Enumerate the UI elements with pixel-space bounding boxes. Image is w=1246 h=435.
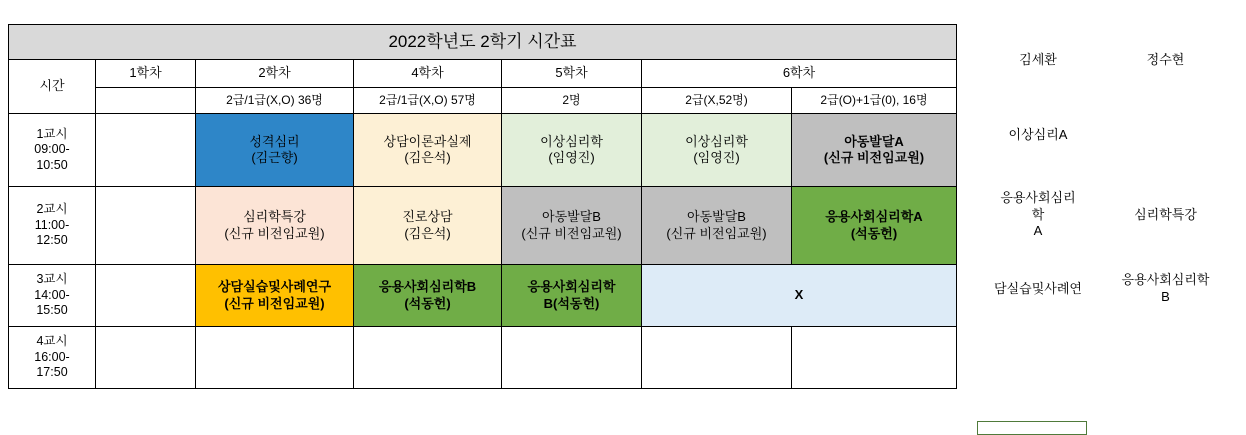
instructor-side-panel — [983, 24, 1238, 388]
period-label-4 — [9, 327, 96, 389]
title-row — [9, 25, 957, 60]
header-col-3: 4학차 — [354, 60, 502, 88]
period-start-1: 09:00- — [34, 142, 70, 157]
class-cell-r2c5[interactable]: 아동발달B (신규 비전임교원) — [642, 187, 792, 265]
instructor-row-1 — [983, 97, 1238, 174]
instructor-cell-r1c2[interactable] — [1093, 97, 1238, 174]
header-col-1: 1학차 — [96, 60, 196, 88]
class-cell-r1c3[interactable]: 상담이론과실제 (김은석) — [354, 114, 502, 187]
instructor-name-row — [983, 24, 1238, 97]
table-row — [9, 114, 957, 187]
class-cell-r1c4[interactable]: 이상심리학 (임영진) — [502, 114, 642, 187]
instructor-name-1: 김세환 — [1019, 52, 1057, 68]
period-name-4: 4교시 — [36, 334, 68, 349]
class-cell-r2c6[interactable]: 응용사회심리학A (석동헌) — [792, 187, 957, 265]
table-row — [9, 187, 957, 265]
header-row — [9, 60, 957, 88]
timetable — [8, 24, 957, 389]
subheader-6: 2급(O)+1급(0), 16명 — [792, 88, 957, 114]
period-end-3: 15:50 — [36, 303, 68, 318]
page-title: 2022학년도 2학기 시간표 — [9, 25, 957, 60]
period-end-2: 12:50 — [36, 233, 68, 248]
subheader-4: 2명 — [502, 88, 642, 114]
period-start-2: 11:00- — [34, 217, 70, 232]
instructor-row-3 — [983, 256, 1238, 322]
table-row — [9, 265, 957, 327]
class-cell-r3c2[interactable]: 상담실습및사례연구 (신규 비전임교원) — [196, 265, 354, 327]
header-col-5: 6학차 — [642, 60, 957, 88]
period-label-3 — [9, 265, 96, 327]
period-label-2 — [9, 187, 96, 265]
instructor-cell-r4c2[interactable] — [1093, 322, 1238, 388]
class-cell-r2c1[interactable] — [96, 187, 196, 265]
subheader-2: 2급/1급(X,O) 36명 — [196, 88, 354, 114]
instructor-cell-r2c2[interactable]: 심리학특강 — [1134, 206, 1197, 222]
instructor-table — [983, 24, 1238, 388]
instructor-cell-r3c1[interactable]: 담실습및사례연 — [994, 280, 1082, 296]
class-cell-r3c1[interactable] — [96, 265, 196, 327]
instructor-cell-r1c1[interactable]: 이상심리A — [1008, 127, 1068, 143]
class-cell-r1c6[interactable]: 아동발달A (신규 비전임교원) — [792, 114, 957, 187]
class-cell-r4c2[interactable] — [196, 327, 354, 389]
header-col-4: 5학차 — [502, 60, 642, 88]
header-col-2: 2학차 — [196, 60, 354, 88]
period-name-2: 2교시 — [36, 202, 68, 217]
instructor-cell-r4c1[interactable] — [983, 322, 1093, 388]
period-start-3: 14:00- — [34, 287, 70, 302]
class-cell-r4c3[interactable] — [354, 327, 502, 389]
instructor-cell-r3c2[interactable]: 응용사회심리학 B — [1121, 272, 1210, 304]
class-cell-r3c5[interactable]: X — [642, 265, 957, 327]
class-cell-r2c4[interactable]: 아동발달B (신규 비전임교원) — [502, 187, 642, 265]
class-cell-r3c3[interactable]: 응용사회심리학B (석동헌) — [354, 265, 502, 327]
header-time: 시간 — [9, 60, 96, 114]
subheader-1 — [96, 88, 196, 114]
class-cell-r2c2[interactable]: 심리학특강 (신규 비전임교원) — [196, 187, 354, 265]
class-cell-r3c4[interactable]: 응용사회심리학 B(석동헌) — [502, 265, 642, 327]
period-name-3: 3교시 — [36, 272, 68, 287]
class-cell-r4c6[interactable] — [792, 327, 957, 389]
period-end-1: 10:50 — [36, 157, 68, 172]
class-cell-r1c1[interactable] — [96, 114, 196, 187]
instructor-row-4 — [983, 322, 1238, 388]
subheader-3: 2급/1급(X,O) 57명 — [354, 88, 502, 114]
instructor-cell-r2c1[interactable]: 응용사회심리 학 A — [1000, 189, 1076, 239]
class-cell-r4c4[interactable] — [502, 327, 642, 389]
subheader-5: 2급(X,52명) — [642, 88, 792, 114]
instructor-name-2: 정수현 — [1146, 52, 1185, 68]
selection-outline — [977, 421, 1087, 435]
period-start-4: 16:00- — [34, 349, 70, 364]
class-cell-r1c2[interactable]: 성격심리 (김근향) — [196, 114, 354, 187]
class-cell-r1c5[interactable]: 이상심리학 (임영진) — [642, 114, 792, 187]
table-row — [9, 327, 957, 389]
class-cell-r4c5[interactable] — [642, 327, 792, 389]
instructor-row-2 — [983, 174, 1238, 256]
period-name-1: 1교시 — [36, 126, 68, 141]
class-cell-r4c1[interactable] — [96, 327, 196, 389]
period-end-4: 17:50 — [36, 365, 68, 380]
class-cell-r2c3[interactable]: 진로상담 (김은석) — [354, 187, 502, 265]
period-label-1 — [9, 114, 96, 187]
subheader-row — [9, 88, 957, 114]
